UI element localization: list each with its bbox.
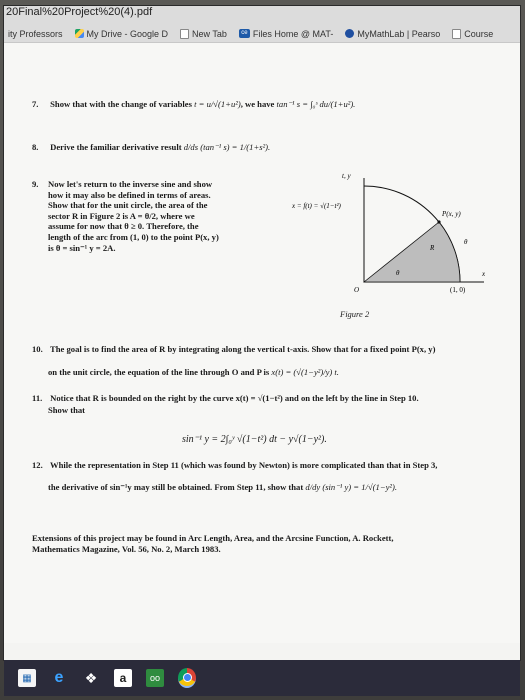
problem-7 — [32, 99, 502, 110]
y-axis-label: t, y — [342, 172, 351, 180]
theta-label: θ — [396, 269, 400, 277]
theta-label: θ — [464, 238, 468, 246]
bookmarks-bar — [4, 25, 520, 42]
page-icon — [452, 29, 461, 39]
problem-number: 11. — [32, 393, 43, 403]
problem-formula: d/ds (tan⁻¹ s) = 1/(1+s²). — [183, 142, 271, 152]
x-axis-label: x — [482, 270, 486, 278]
problem-9 — [32, 179, 292, 253]
pearson-icon — [345, 29, 354, 38]
pdf-page — [4, 43, 520, 643]
figure-2-diagram — [292, 172, 490, 298]
problem-number: 12. — [32, 460, 43, 470]
problem-text: Derive the familiar derivative result — [50, 142, 182, 152]
amazon-icon[interactable]: a — [114, 669, 132, 687]
problem-line: Show that for the unit circle, the area of the — [48, 200, 208, 211]
bookmark-mymathlab[interactable] — [341, 29, 448, 39]
endpoint-label: (1, 0) — [450, 286, 466, 294]
bookmark-professors[interactable] — [4, 29, 71, 39]
bookmark-new-tab[interactable] — [176, 29, 235, 39]
edge-icon[interactable]: e — [54, 669, 64, 686]
page-icon — [180, 29, 189, 39]
chrome-icon[interactable] — [178, 668, 196, 688]
extensions-line: Extensions of this project may be found in Arc Length, Area, and the Arcsine Function, A. Rockett, — [32, 533, 394, 543]
bookmark-google-drive[interactable] — [71, 29, 177, 39]
problem-number: 8. — [32, 142, 39, 152]
point-label: P(x, y) — [442, 210, 461, 218]
problem-line: Now let's return to the inverse sine and show — [48, 179, 213, 189]
bookmark-label: My Drive - Google D — [86, 28, 169, 39]
problem-number: 10. — [32, 344, 43, 354]
problem-text: Show that with the change of variables — [50, 99, 192, 109]
drive-icon — [75, 29, 84, 38]
problem-10 — [32, 344, 502, 355]
files-icon: ce — [239, 29, 250, 38]
problem-formula: t = u/√(1+u²) — [194, 99, 241, 109]
extensions-note — [32, 533, 502, 555]
origin-label: O — [354, 286, 360, 294]
problem-text: Notice that R is bounded on the right by the curve x(t) = √(1−t²) and on the left by the line in Step 10. — [50, 393, 419, 403]
problem-11-formula: sin⁻¹ y = 2∫₀ʸ √(1−t²) dt − y√(1−y²). — [182, 434, 327, 445]
problem-line: is θ = sin⁻¹ y = 2A. — [48, 242, 116, 253]
tab-title[interactable]: 20Final%20Project%20(4).pdf — [6, 6, 153, 18]
problem-formula: d/dy (sin⁻¹ y) = 1/√(1−y²). — [305, 482, 398, 492]
problem-text: Show that — [48, 405, 86, 415]
bookmark-label: Files Home @ MAT- — [252, 28, 334, 39]
browser-toolbar — [4, 6, 520, 43]
problem-text: , we have — [240, 99, 275, 109]
problem-formula: x(t) = (√(1−y²)/y) t. — [271, 367, 339, 377]
dropbox-icon[interactable]: ❖ — [84, 669, 98, 686]
problem-11 — [32, 393, 502, 404]
problem-12-cont — [48, 482, 508, 493]
problem-text: the derivative of sin⁻¹y may still be obtained. From Step 11, show that — [48, 482, 304, 492]
problem-line: sector R in Figure 2 is A = θ/2, where we — [48, 210, 195, 221]
figure-caption: Figure 2 — [340, 309, 370, 319]
problem-number: 7. — [32, 99, 39, 109]
problem-text: While the representation in Step 11 (which was found by Newton) is more complicated than that in Step 3, — [50, 460, 438, 470]
bookmark-files-home[interactable] — [235, 29, 341, 39]
problem-text: on the unit circle, the equation of the line through O and P is — [48, 367, 270, 377]
bookmark-label: ity Professors — [8, 28, 63, 39]
problem-text: The goal is to find the area of R by integrating along the vertical t-axis. Show that for a fixed point P(x, y) — [50, 344, 436, 354]
problem-line: assume for now that θ ≥ 0. Therefore, the — [48, 221, 199, 232]
bookmark-label: Course — [464, 28, 494, 39]
bookmark-course[interactable] — [448, 29, 501, 39]
browser-window — [4, 6, 520, 660]
bookmark-label: MyMathLab | Pearso — [357, 28, 441, 39]
bookmark-label: New Tab — [192, 28, 227, 39]
sector-region — [364, 222, 460, 282]
curve-label: x = f(t) = √(1−t²) — [292, 202, 341, 210]
problem-formula: tan⁻¹ s = ∫₀ˢ du/(1+u²). — [276, 99, 356, 109]
problem-11-cont — [48, 405, 508, 416]
tripadvisor-icon[interactable]: oo — [146, 669, 164, 687]
region-label: R — [430, 244, 435, 252]
store-icon[interactable]: ▦ — [18, 669, 36, 687]
windows-taskbar — [4, 660, 520, 696]
problem-12 — [32, 460, 502, 471]
extensions-line: Mathematics Magazine, Vol. 56, No. 2, March 1983. — [32, 544, 221, 554]
problem-8 — [32, 142, 502, 153]
problem-10-cont — [48, 367, 508, 378]
problem-line: how it may also be defined in terms of areas. — [48, 189, 211, 200]
point-marker — [437, 220, 440, 223]
problem-line: length of the arc from (1, 0) to the point P(x, y) — [48, 231, 219, 242]
problem-number: 9. — [32, 179, 39, 189]
